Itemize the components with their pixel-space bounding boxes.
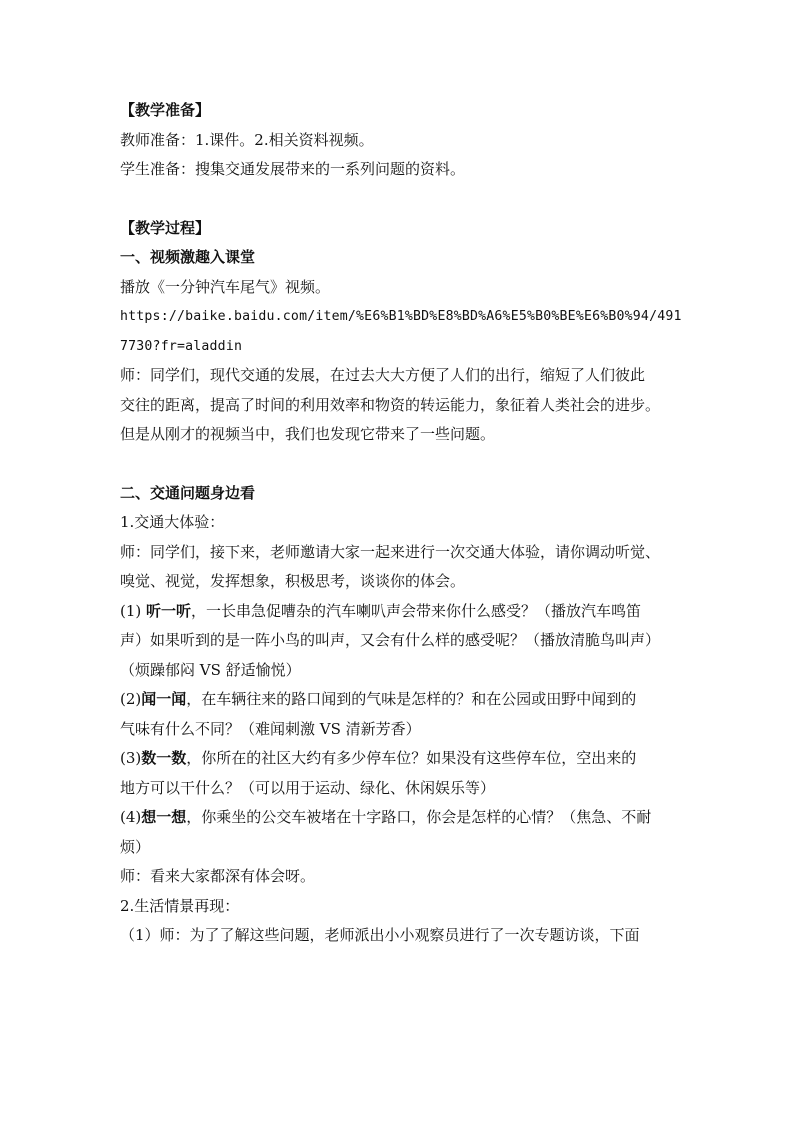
item-number: (1)	[120, 601, 147, 620]
intro-line-2: 嗅觉、视觉，发挥想象，积极思考，谈谈你的体会。	[120, 572, 466, 590]
spacer	[120, 185, 680, 214]
item-number: (2)	[120, 690, 142, 708]
item-keyword: 闻一闻	[141, 690, 187, 708]
item-keyword: 数一数	[141, 749, 187, 767]
item-think-cont: 烦）	[120, 837, 151, 856]
process-heading: 【教学过程】	[120, 218, 211, 237]
prep-heading: 【教学准备】	[120, 101, 211, 119]
item-think	[120, 803, 680, 833]
section-1-title: 一、视频激趣入课堂	[120, 248, 256, 266]
video-play-line: 播放《一分钟汽车尾气》视频。	[120, 277, 331, 296]
section-2-title: 二、交通问题身边看	[120, 483, 256, 502]
item-keyword: 听一听	[146, 601, 192, 620]
item-text: ，一长串急促嘈杂的汽车喇叭声会带来你什么感受？（播放汽车鸣笛	[191, 601, 642, 620]
teacher-speech-1: 师：同学们，现代交通的发展，在过去大大方便了人们的出行，缩短了人们彼此	[120, 366, 646, 384]
item-smell-cont: 气味有什么不同？（难闻刺激 VS 清新芳香）	[120, 719, 421, 738]
teacher-prep: 教师准备：1.课件。2.相关资料视频。	[120, 130, 374, 149]
item-number: (3)	[120, 749, 142, 767]
item-listen-cont: 声）如果听到的是一阵小鸟的叫声，又会有什么样的感受呢？（播放清脆鸟叫声）	[120, 631, 661, 649]
teacher-summary: 师：看来大家都深有体会呀。	[120, 867, 316, 885]
item-count-cont: 地方可以干什么？（可以用于运动、绿化、休闲娱乐等）	[120, 778, 496, 797]
item-text: ，在车辆往来的路口闻到的气味是怎样的？和在公园或田野中闻到的	[186, 690, 637, 708]
item-listen-answer: （烦躁郁闷 VS 舒适愉悦）	[120, 660, 301, 679]
teacher-speech-3: 但是从刚才的视频当中，我们也发现它带来了一些问题。	[120, 425, 496, 443]
item-smell	[120, 685, 680, 715]
item-text: ，你乘坐的公交车被堵在十字路口，你会是怎样的心情？（焦急、不耐	[186, 808, 652, 826]
video-url-line-2[interactable]: 7730?fr=aladdin	[120, 338, 243, 354]
subsection-1: 1.交通大体验：	[120, 513, 225, 531]
document-page	[120, 96, 680, 951]
item-text: ，你所在的社区大约有多少停车位？如果没有这些停车位，空出来的	[186, 749, 637, 767]
intro-line-1: 师：同学们，接下来，老师邀请大家一起来进行一次交通大体验，请你调动听觉、	[120, 542, 661, 561]
item-number: (4)	[120, 808, 142, 826]
item-keyword: 想一想	[141, 808, 187, 826]
item-listen	[120, 597, 680, 627]
item-count	[120, 744, 680, 774]
spacer	[120, 450, 680, 479]
video-url-line-1[interactable]: https://baike.baidu.com/item/%E6%B1%BD%E8%BD%A6%E5%B0%BE%E6%B0%94/491	[120, 309, 682, 324]
teacher-speech-2: 交往的距离，提高了时间的利用效率和物资的转运能力，象征着人类社会的进步。	[120, 395, 661, 414]
subsection-2: 2.生活情景再现：	[120, 896, 240, 915]
scene-line-1: （1）师：为了了解这些问题，老师派出小小观察员进行了一次专题访谈，下面	[120, 926, 640, 944]
student-prep: 学生准备：搜集交通发展带来的一系列问题的资料。	[120, 160, 466, 178]
